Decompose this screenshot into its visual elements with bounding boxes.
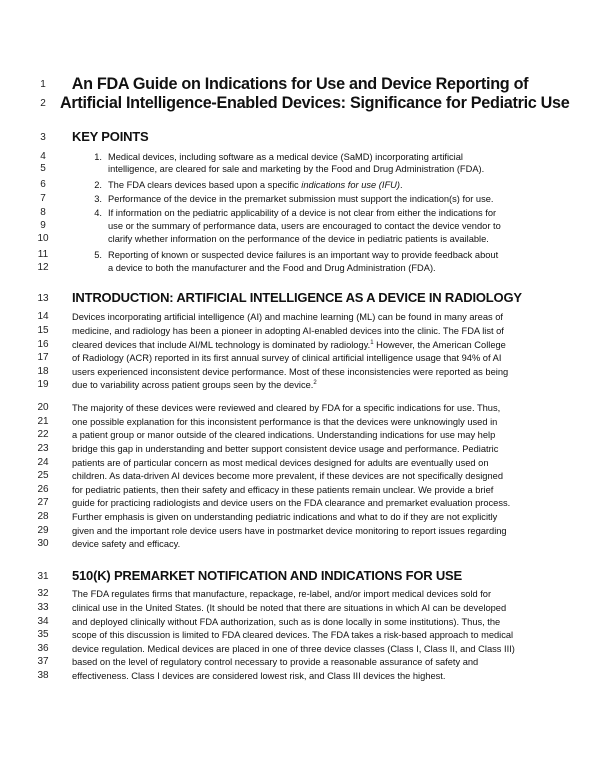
list-item-number: 5. [94,250,102,260]
line-number: 35 [37,629,49,640]
body-text-line: guide for practicing radiologists and device users on the FDA clearance and premarket evaluation process. [72,498,511,508]
premarket-heading: 510(K) PREMARKET NOTIFICATION AND INDICATIONS FOR USE [72,568,463,583]
page-title-line-2: Artificial Intelligence-Enabled Devices: Significance for Pediatric Use [60,94,570,112]
line-number: 21 [37,416,49,427]
line-number: 6 [40,179,46,190]
body-text-line: bridge this gap in understanding and better support consistent device usage and performance. Pediatric [72,444,499,454]
line-number: 19 [37,379,49,390]
line-number: 11 [37,249,49,260]
body-text-line: device regulation. Medical devices are placed in one of three device classes (Class I, Class II, and Class III) [72,644,515,654]
body-text-line: one possible explanation for this inconsistent performance is that the devices were unknowingly used in [72,417,498,427]
body-text-line: Devices incorporating artificial intelligence (AI) and machine learning (ML) can be found in many areas of [72,312,503,322]
body-text-line: The majority of these devices were reviewed and cleared by FDA for a specific indications for use. Thus, [72,403,501,413]
line-number: 1 [40,79,46,90]
line-number: 14 [37,311,49,322]
line-number: 10 [37,233,49,244]
introduction-heading: INTRODUCTION: ARTIFICIAL INTELLIGENCE AS A DEVICE IN RADIOLOGY [72,290,522,305]
body-text-line: and deployed clinically without FDA authorization, such as is done locally in some institutions). Thus, the [72,617,501,627]
line-number: 30 [37,538,49,549]
line-number: 18 [37,366,49,377]
line-number: 31 [37,571,49,582]
list-item-number: 4. [94,208,102,218]
line-number: 38 [37,670,49,681]
line-number: 24 [37,457,49,468]
body-text-line: scope of this discussion is limited to FDA cleared devices. The FDA takes a risk-based approach to medical [72,630,514,640]
body-text-line: clinical use in the United States. (It should be noted that there are situations in which AI can be developed [72,603,507,613]
list-item-text: clarify whether information on the performance of the device in pediatric patients is available. [108,234,489,244]
reference-superscript: 1 [370,339,374,346]
line-number: 16 [37,339,49,350]
line-number: 33 [37,602,49,613]
line-number: 34 [37,616,49,627]
body-text-segment: due to variability across patient groups seen by the device. [72,380,314,390]
body-text-line: patients are of particular concern as most medical devices designed for adults are eventually used on [72,458,489,468]
key-points-heading: KEY POINTS [72,129,149,144]
page-title-line-1: An FDA Guide on Indications for Use and Device Reporting of [71,75,529,93]
line-number: 12 [37,262,49,273]
list-item-text-post: . [399,180,403,190]
line-number: 2 [40,98,46,109]
body-text-line: based on the level of regulatory control necessary to provide a reasonable assurance of safety and [72,657,479,667]
line-number: 15 [37,325,49,336]
ifu-emphasis: indications for use (IFU) [301,180,400,190]
list-item-text: If information on the pediatric applicability of a device is not clear from either the indications for [108,208,497,218]
body-text-line: children. As data-driven AI devices become more prevalent, if these devices are not specifically designed [72,471,503,481]
line-number: 27 [37,497,49,508]
list-item-text: use or the summary of performance data, users are encouraged to contact the device vendor to [108,221,501,231]
body-text-line: effectiveness. Class I devices are considered lowest risk, and Class III devices the highest. [72,671,446,681]
body-text-line: given and the important role device users have in postmarket device monitoring to report issues regarding [72,526,507,536]
body-text-line: for pediatric patients, then their safety and efficacy in these patients remain unclear. We provide a brief [72,485,494,495]
line-number: 26 [37,484,49,495]
list-item-text-pre: The FDA clears devices based upon a specific [108,180,302,190]
body-text-line [72,339,528,351]
line-number: 4 [40,151,46,162]
list-item-text [108,179,528,191]
list-item-number: 3. [94,194,102,204]
list-item-number: 2. [94,180,102,190]
body-text-segment: cleared devices that include AI/ML technology is dominated by radiology. [72,340,371,350]
list-item-text: a device to both the manufacturer and the Food and Drug Administration (FDA). [108,263,436,273]
body-text-line: users experienced inconsistent device performance. Most of these inconsistencies were reported as being [72,367,509,377]
body-text-line [72,379,528,391]
body-text-line: medicine, and radiology has been a pioneer in adopting AI-enabled devices into the clinic. The FDA list of [72,326,504,336]
line-number: 8 [40,207,46,218]
list-item-text: intelligence, are cleared for sale and marketing by the Food and Drug Administration (FDA). [108,164,485,174]
line-number: 37 [37,656,49,667]
body-text-line: The FDA regulates firms that manufacture, repackage, re-label, and/or import medical devices sold for [72,589,492,599]
list-item-number: 1. [94,152,102,162]
line-number: 9 [40,220,46,231]
line-number: 20 [37,402,49,413]
line-number: 7 [40,193,46,204]
list-item-text: Reporting of known or suspected device failures is an important way to provide feedback about [108,250,499,260]
line-number: 3 [40,132,46,143]
line-number: 29 [37,525,49,536]
list-item-text: Medical devices, including software as a medical device (SaMD) incorporating artificial [108,152,463,162]
line-number: 36 [37,643,49,654]
body-text-line: a patient group or manor outside of the cleared indications. Understanding indications for use may help [72,430,496,440]
line-number: 28 [37,511,49,522]
body-text-line: of Radiology (ACR) reported in its first annual survey of clinical artificial intelligence usage that 94% of AI [72,353,502,363]
line-number: 23 [37,443,49,454]
line-number: 22 [37,429,49,440]
line-number: 17 [37,352,49,363]
line-number: 25 [37,470,49,481]
reference-superscript: 2 [313,379,317,386]
body-text-segment: However, the American College [373,340,506,350]
line-number: 5 [40,163,46,174]
list-item-text: Performance of the device in the premarket submission must support the indication(s) for use. [108,194,494,204]
line-number: 32 [37,588,49,599]
body-text-line: Further emphasis is given on understanding pediatric indications and what to do if they are not explicitly [72,512,498,522]
body-text-line: device safety and efficacy. [72,539,181,549]
line-number: 13 [37,293,49,304]
